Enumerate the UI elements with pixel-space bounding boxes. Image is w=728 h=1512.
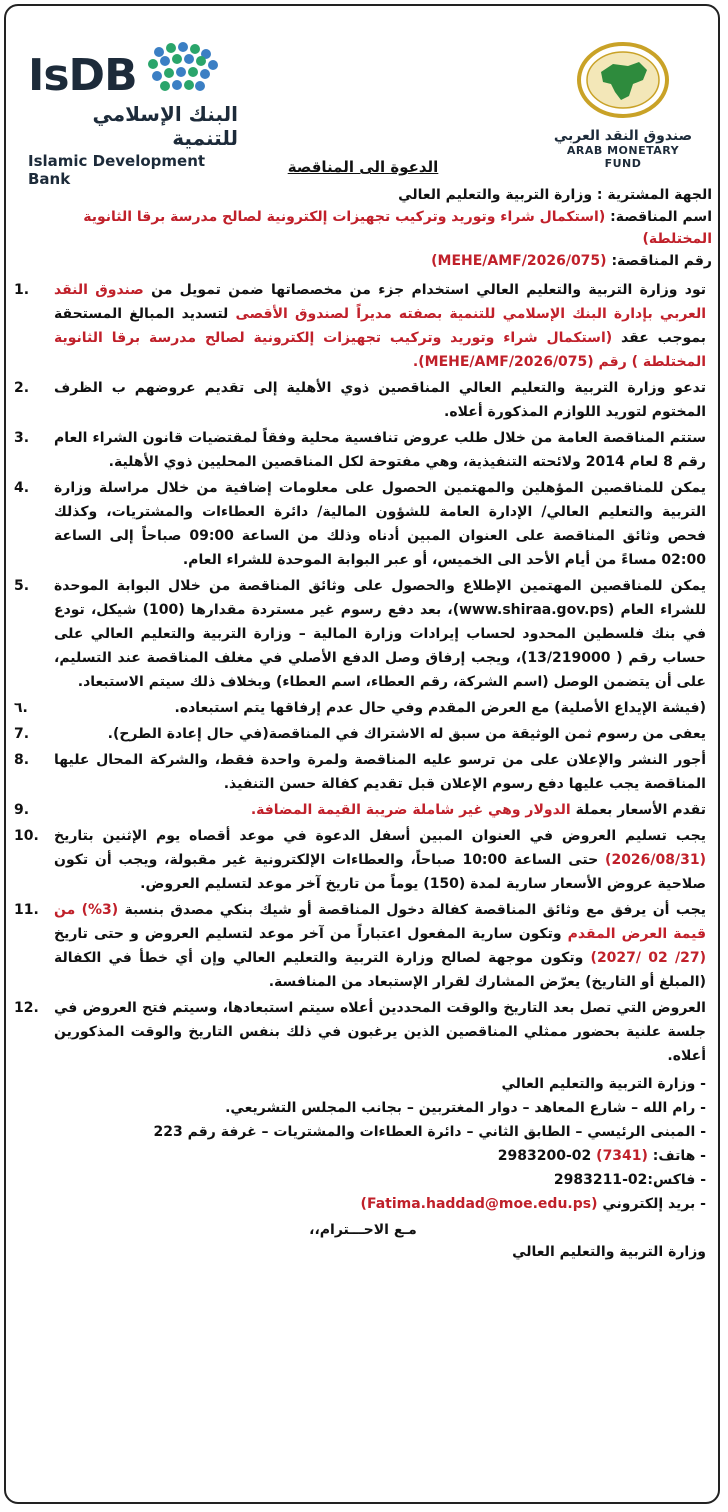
isdb-logo: [28, 38, 238, 188]
contact-line: [14, 1072, 706, 1096]
list-item: [14, 996, 712, 1068]
amf-emblem-icon: [573, 40, 673, 124]
list-item: [14, 798, 712, 822]
list-item-number: 5.: [14, 578, 30, 594]
contact-segment: - فاكس:02-2983211: [553, 1172, 706, 1188]
list-item-segment: (فيشة الإيداع الأصلية) مع العرض المقدم وفي حال عدم إرفاقها يتم استبعاده.: [174, 700, 706, 716]
list-item-segment: وتكون سارية المفعول اعتباراً من آخر موعد لتسليم العروض و حتى تاريخ: [54, 926, 568, 942]
contact-line: [14, 1144, 706, 1168]
tender-name: (استكمال شراء وتوريد وتركيب تجهيزات إلكترونية لصالح مدرسة برقا الثانوية المختلطة): [83, 209, 712, 247]
list-item: [14, 426, 712, 474]
tender-number-line: [14, 250, 712, 272]
list-item-segment: (2026/08/31): [605, 852, 707, 868]
tender-number: (MEHE/AMF/2026/075): [431, 253, 607, 269]
list-item: [14, 574, 712, 694]
list-item-segment: أجور النشر والإعلان على من ترسو عليه المناقصة ولمرة واحدة فقط، والشركة المحال عليها المناقصة يجب عليها دفع رسوم الإعلان قبل تقديم كفالة حسن التنفيذ.: [54, 752, 706, 792]
list-item: [14, 748, 712, 796]
conditions-list: [14, 278, 712, 1068]
list-item-text: [54, 476, 712, 572]
list-item-text: [54, 574, 712, 694]
list-item-number: 1.: [14, 282, 30, 298]
regards-text: مـع الاحـــترام،،: [309, 1222, 417, 1238]
list-item-text: [54, 898, 712, 994]
amf-english-name: ARAB MONETARY FUND: [566, 144, 680, 170]
list-item-segment: يعفى من رسوم ثمن الوثيقة من سبق له الاشتراك في المناقصة(في حال إعادة الطرح).: [107, 726, 706, 742]
list-item-number: 4.: [14, 480, 30, 496]
list-item: [14, 476, 712, 572]
list-item-segment: يجب أن يرفق مع وثائق المناقصة كفالة دخول المناقصة أو شيك بنكي مصدق بنسبة: [118, 902, 706, 918]
isdb-globe-icon: [143, 38, 223, 98]
tender-name-line: [14, 206, 712, 250]
buyer-line: الجهة المشترية : وزارة التربية والتعليم العالي: [398, 187, 712, 203]
isdb-acronym: IsDB: [28, 50, 137, 101]
list-item-text: [54, 824, 712, 896]
list-item-number: 10.: [14, 828, 39, 844]
list-item-number: ٦.: [14, 700, 28, 716]
list-item: [14, 722, 712, 746]
list-item: [14, 696, 712, 720]
contact-segment: - وزارة التربية والتعليم العالي: [501, 1076, 706, 1092]
list-item-number: 8.: [14, 752, 30, 768]
list-item-text: [54, 376, 712, 424]
signoff-text: وزارة التربية والتعليم العالي: [512, 1244, 706, 1260]
announcement-body: [14, 158, 712, 1260]
list-item-segment: حتى الساعة 10:00 صباحاً، والعطاءات الإلكترونية غير مقبولة، ويجب أن تكون صلاحية عروض الأسعار سارية لمدة (150) يوماً من تاريخ آخر موعد لتسليم العروض.: [54, 852, 706, 892]
contact-line: [14, 1096, 706, 1120]
contact-line: [14, 1192, 706, 1216]
list-item: [14, 376, 712, 424]
list-item-number: 11.: [14, 902, 39, 918]
contact-line: [14, 1120, 706, 1144]
list-item-segment: الدولار وهي غير شاملة ضريبة القيمة المضافة.: [250, 802, 571, 818]
list-item-segment: لتسديد المبالغ المستحقة بموجب عقد: [54, 306, 706, 346]
amf-arabic-name: صندوق النقد العربي: [553, 128, 693, 144]
list-item-number: 3.: [14, 430, 30, 446]
list-item-text: [54, 722, 712, 746]
list-item: [14, 824, 712, 896]
list-item-segment: يمكن للمناقصين المهتمين الإطلاع والحصول على وثائق المناقصة من خلال البوابة الموحدة للشراء العام (www.shiraa.gov.ps)، بعد دفع رسوم غير مستردة مقدارها (100) شيكل، تودع في بنك فلسطين المحدود لحساب إيرادات وزارة المالية – وزارة التربية والتعليم العالي على حساب رقم ( 13/219000)، ويجب إرفاق وصل الدفع الأصلي في مغلف المناقصة عند التسليم، على أن يتضمن الوصل (اسم الشركة، رقم العطاء، اسم العطاء) وبخلاف ذلك سيتم الاستبعاد.: [54, 578, 706, 690]
amf-logo: [548, 40, 698, 172]
list-item-segment: العروض التي تصل بعد التاريخ والوقت المحددين أعلاه سيتم استبعادها، وسيتم فتح العروض في جلسة علنية بحضور ممثلي المناقصين الذين يرغبون في ذلك بنفس التاريخ والوقت المذكورين أعلاه.: [54, 1000, 706, 1064]
list-item-text: [54, 278, 712, 374]
list-item-number: 7.: [14, 726, 30, 742]
contact-line: [14, 1168, 706, 1192]
list-item-segment: يجب تسليم العروض في العنوان المبين أسفل الدعوة في موعد أقصاه يوم الإثنين بتاريخ: [54, 828, 706, 844]
contact-segment: - بريد إلكتروني: [597, 1196, 706, 1212]
page-title: الدعوة الى المناقصة: [287, 158, 439, 176]
list-item-segment: (27/ 02 /2027): [590, 950, 706, 966]
list-item-number: 9.: [14, 802, 30, 818]
isdb-arabic-name: البنك الإسلامي للتنمية: [92, 102, 238, 150]
list-item-segment: تدعو وزارة التربية والتعليم العالي المناقصين ذوي الأهلية إلى تقديم عروضهم ب الظرف المختوم لتوريد اللوازم المذكورة أعلاه.: [54, 380, 706, 420]
contact-segment: - المبنى الرئيسي – الطابق الثاني – دائرة العطاءات والمشتريات – غرفة رقم 223: [153, 1124, 706, 1140]
tender-number-label: رقم المناقصة:: [606, 253, 712, 269]
contact-segment: (Fatima.haddad@moe.edu.ps): [360, 1196, 598, 1212]
list-item-text: [54, 798, 712, 822]
list-item-segment: صندوق النقد العربي بإدارة البنك الإسلامي للتنمية بصفته مديراً لصندوق الأقصى: [54, 282, 706, 322]
list-item-segment: يمكن للمناقصين المؤهلين والمهتمين الحصول على معلومات إضافية من خلال مراسلة وزارة التربية والتعليم العالي/ الإدارة العامة للشؤون المالية/ دائرة العطاءات والمشتريات، وكذلك فحص وثائق المناقصة على العنوان المبين أدناه وذلك من الساعة 09:00 صباحاً إلى الساعة 02:00 مساءً من أيام الأحد الى الخميس، أو عبر البوابة الموحدة للشراء العام.: [54, 480, 707, 568]
list-item-text: [54, 426, 712, 474]
tender-name-label: اسم المناقصة:: [605, 209, 712, 225]
list-item-text: [54, 748, 712, 796]
list-item-segment: تود وزارة التربية والتعليم العالي استخدام جزء من مخصصاتها ضمن تمويل من: [143, 282, 706, 298]
contact-segment: - رام الله – شارع المعاهد – دوار المغتربين – بجانب المجلس التشريعي.: [225, 1100, 706, 1116]
list-item-text: [54, 696, 712, 720]
list-item-text: [54, 996, 712, 1068]
list-item-segment: وتكون موجهة لصالح وزارة التربية والتعليم العالي وإن أي خطأ في الكفالة (المبلغ أو التاريخ) يعرّض المشارك لقرار الإستبعاد من المنافسة.: [54, 950, 706, 990]
list-item-segment: تقدم الأسعار بعملة: [570, 802, 706, 818]
list-item: [14, 898, 712, 994]
list-item-segment: (3%) من قيمة العرض المقدم: [54, 902, 707, 942]
isdb-english-name: Islamic Development Bank: [28, 152, 206, 188]
contact-segment: - هاتف:: [647, 1148, 706, 1164]
list-item-segment: (استكمال شراء وتوريد وتركيب تجهيزات إلكترونية لصالح مدرسة برقا الثانوية المختلطة ) رقم (MEHE/AMF/2026/075).: [54, 330, 706, 370]
contact-segment: (7341): [596, 1148, 648, 1164]
contact-segment: 02-2983200: [497, 1148, 597, 1164]
list-item: [14, 278, 712, 374]
list-item-number: 2.: [14, 380, 30, 396]
list-item-segment: ستتم المناقصة العامة من خلال طلب عروض تنافسية محلية وفقاً لمقتضيات قانون الشراء العام رقم 8 لعام 2014 ولائحته التنفيذية، وهي مفتوحة لكل المناقصين المحليين ذوي الأهلية.: [54, 430, 706, 470]
contact-block: [14, 1072, 712, 1216]
list-item-number: 12.: [14, 1000, 39, 1016]
